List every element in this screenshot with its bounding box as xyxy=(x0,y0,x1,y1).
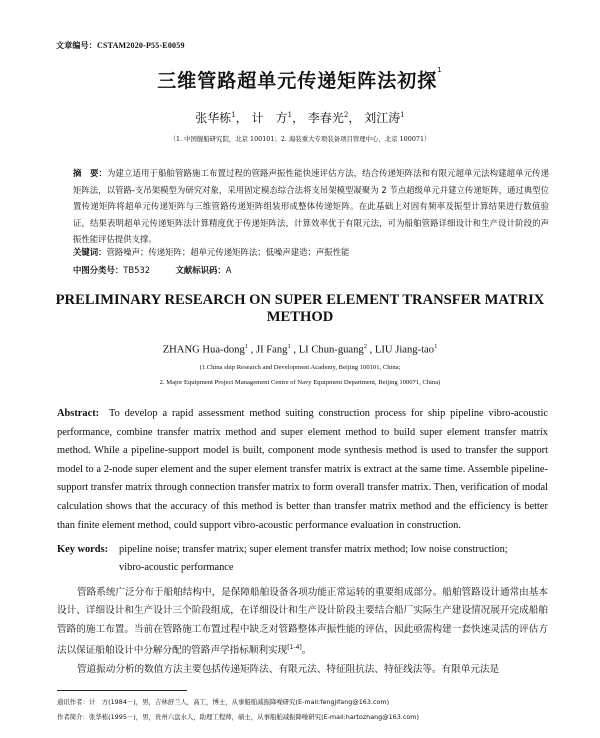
en-author-sup: 1 xyxy=(287,343,291,350)
english-authors: ZHANG Hua-dong$^1$ , JI Fang$^1$ , LI Chun-guang$^2$ , LIU Jiang-tao$^1$ xyxy=(162,343,438,356)
body-paragraph-1-text: 管路系统广泛分布于船舶结构中，是保障船舶设备各项功能正常运转的重要组成部分。船舶管路设计通常由基本设计、详细设计和生产设计三个阶段组成，在详细设计和生产设计阶段主要结合船厂实际生产建设情况展开完成船舶管路的施工布置。当前在管路施工布置过程中缺乏对管路整体声振性能的评估，因此亟需构建一套快速灵活的评估方法以保证船舶设计中分解分配的管路声学指标顺利实现 xyxy=(57,587,548,657)
article-number: 文章编号：CSTAM2020-P55-E0059 xyxy=(56,41,185,50)
en-author: LI Chun-guang xyxy=(298,344,364,356)
cn-author: 张华栋 xyxy=(195,111,232,125)
english-abstract-label: Abstract: xyxy=(57,408,100,419)
cn-author: 计 方 xyxy=(251,111,288,125)
cn-author-sup: 1 xyxy=(400,111,405,119)
cn-author-sup: 2 xyxy=(343,111,349,119)
english-title: PRELIMINARY RESEARCH ON SUPER ELEMENT TRANSFER MATRIX METHOD xyxy=(55,292,545,325)
chinese-affiliation: （1. 中国舰船研究院，北京 100101；2. 海装重大专项装备项目管理中心，北京 100071） xyxy=(169,135,431,143)
chinese-keywords xyxy=(73,246,549,258)
english-abstract-text: To develop a rapid assessment method suiting construction process for ship pipeline vibro-acoustic performance, combine transfer matrix method and super element method to build super element transfer matrix method. While a pipeline-support model is built, component mode synthesis method is used to transfer the support model to a 2-node super element and the super element transfer matrix is extract at the same time. Assemble pipeline-support transfer matrix through connection transfer matrix to form overall transfer matrix. Then, verification of modal calculation shows that the accuracy of this method is better than transfer matrix method and the efficiency is better than finite element method, could support vibro-acoustic performance evaluation in construction. xyxy=(57,408,548,531)
body-paragraph-1 xyxy=(57,584,548,679)
chinese-abstract-text: 为建立适用于船舶管路施工布置过程的管路声振性能快速评估方法，结合传递矩阵法和有限元超单元法构建超单元传递矩阵法，以管路-支吊架模型为研究对象，采用固定模态综合法将支吊架模型凝聚为 2 节点超级单元并建立传递矩阵，通过典型位置传递矩阵将超单元传递矩阵与三维管路传递矩阵组装形成整体传递矩阵。在此基础上对固有频率及振型计算结果进行数值验证，结果表明超单元传递矩阵法计算精度优于传递矩阵法，计算效率优于有限元法，可为船舶管路详细设计和生产设计阶段的声振性能评估提供支撑。 xyxy=(73,168,550,245)
en-author-sup: 2 xyxy=(363,343,367,350)
chinese-keywords-label: 关键词： xyxy=(73,247,107,257)
chinese-title-text: 三维管路超单元传递矩阵法初探 xyxy=(157,70,438,92)
class-number: TB532 xyxy=(123,265,151,275)
citation-ref: [1-4] xyxy=(287,644,302,652)
en-author: ZHANG Hua-dong xyxy=(162,344,245,356)
footnote-corresponding-author: 通讯作者：计 方(1984－)，男，吉林舒兰人，高工，博士，从事船舶减振降噪研究(E-mail:fengjifang@163.com) xyxy=(57,698,390,706)
en-author-sup: 1 xyxy=(244,343,249,350)
chinese-abstract xyxy=(73,165,549,248)
cn-author: 刘江涛 xyxy=(364,111,401,125)
footnote-author-bio: 作者简介：张华栋(1995－)，男，贵州六盘水人，助理工程师，硕士，从事船舶减振降噪研究(E-mail:hartozhang@163.com) xyxy=(57,713,419,721)
doc-code: A xyxy=(225,265,232,275)
en-author: JI Fang xyxy=(255,344,288,356)
en-author: LIU Jiang-tao xyxy=(374,344,435,356)
chinese-keywords-text: 管路噪声；传递矩阵；超单元传递矩阵法；低噪声建造；声振性能 xyxy=(106,247,350,257)
english-keywords-line2: vibro-acoustic performance xyxy=(119,562,234,573)
english-keywords xyxy=(57,541,548,577)
class-number-label: 中图分类号： xyxy=(73,265,124,275)
english-keywords-line1: pipeline noise; transfer matrix; super element transfer matrix method; low noise construction; xyxy=(119,544,508,555)
cn-author-sup: 1 xyxy=(287,111,293,119)
body-paragraph-1-end: 。 xyxy=(301,645,312,657)
chinese-abstract-label: 摘 要： xyxy=(73,168,108,178)
classification-line xyxy=(73,264,549,276)
english-affiliation-1: (1.China ship Research and Development Academy, Beijing 100101, China; xyxy=(199,364,401,371)
chinese-title-marker: 1 xyxy=(437,66,443,74)
footnote-rule xyxy=(57,690,187,691)
doc-code-label: 文献标识码： xyxy=(175,265,226,275)
chinese-authors: 张华栋$^1$， 计 方$^1$， 李春光$^2$， 刘江涛$^1$ xyxy=(195,111,405,125)
chinese-title xyxy=(0,66,600,93)
english-keywords-label: Key words: xyxy=(57,544,109,555)
en-author-sup: 1 xyxy=(434,343,438,350)
cn-author-sup: 1 xyxy=(231,111,236,119)
body-paragraph-2: 管道振动分析的数值方法主要包括传递矩阵法、有限元法、特征阻抗法、特征线法等。有限单元法是 xyxy=(77,663,500,675)
english-affiliation-2: 2. Major Equipment Project Management Centre of Navy Equipment Department, Beijing 100071, China) xyxy=(159,379,441,386)
english-abstract xyxy=(57,405,548,535)
cn-author: 李春光 xyxy=(307,111,344,125)
